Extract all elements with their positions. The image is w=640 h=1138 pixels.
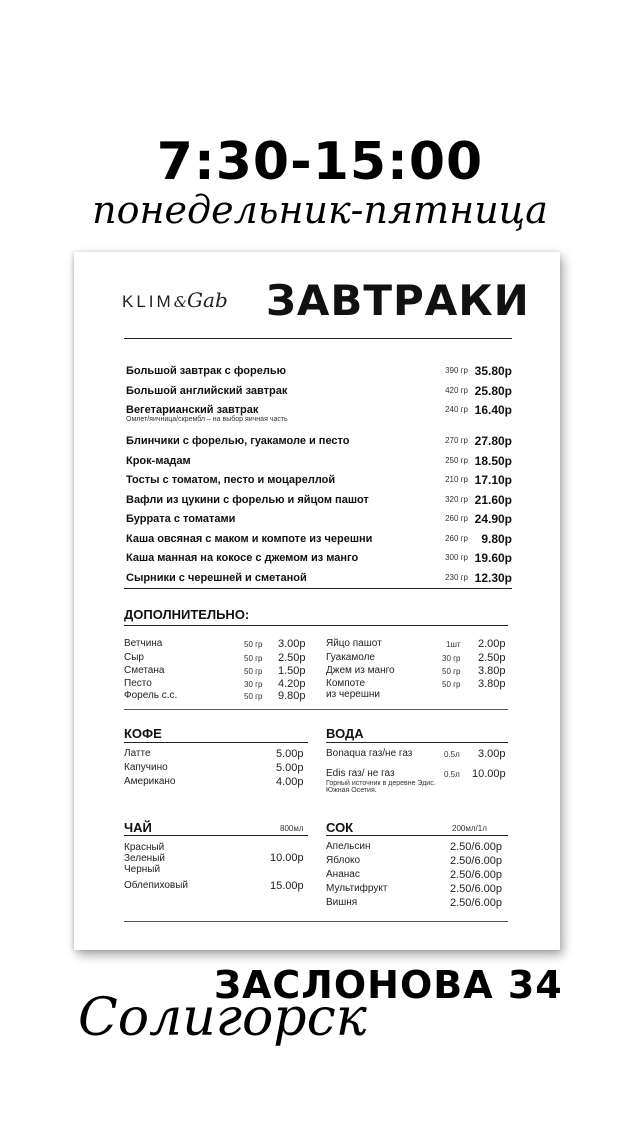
water-title: ВОДА xyxy=(326,726,364,741)
tea-divider xyxy=(124,835,308,836)
coffee-divider xyxy=(124,742,308,743)
extras-bottom-divider xyxy=(124,709,508,710)
list-item: Тосты с томатом, песто и моцареллой 210 гр 17.10р xyxy=(126,473,512,487)
list-item: Вегетарианский завтрак Омлет/яичница/скрембл – на выбор яичная часть 240 гр 16.40р xyxy=(126,403,512,423)
item-note: Омлет/яичница/скрембл – на выбор яичная часть xyxy=(126,416,288,423)
menu-title: ЗАВТРАКИ xyxy=(266,276,530,325)
list-item: Большой завтрак с форелью 390 гр 35.80р xyxy=(126,364,512,378)
menu-sheet: KLIM&Gab ЗАВТРАКИ Большой завтрак с форелью 390 гр 35.80р Большой английский завтрак 420 гр 25.80р Вегетарианский завтрак Омлет/яичница/скрембл – на выбор яичная часть 240 гр 16.40р Блинчики с форелью, гуакамоле и песто 270 гр 27.80р Крок-мадам 250 гр 18.50р Тосты с томатом, песто и моцареллой 210 гр 17.10р Вафли из цукини с форелью и яйцом пашот 320 гр 21.60р Буррата с томатами 260 гр 24.90р Каша овсяная с маком и компоте из черешни 260 гр 9.80р Каша манная на кокосе с джемом из манго 300 гр 19.60р Сырники с черешней и сметаной 230 гр 12.30р ДОПОЛНИТЕЛЬНО: Ветчина 50 гр 3.00р Сыр 50 гр 2.50р Сметана 50 гр 1.50р Песто 30 гр 4.20р Форель с.с. 50 гр 9.80р Яйцо пашот 1шт 2.00р Гуакамоле 30 гр 2.50р Джем из манго 50 гр 3.80р Компоте из черешни 50 гр 3.80р КОФЕ Латте 5.00р Капучино 5.00р Американо 4.00р ВОДА Bonaqua газ/не газ 0.5л 3.00р Edis газ/ не газ 0.5л 10.00р Горный источник в деревне Эдис. Южная Осетия. ЧАЙ 800мл Красный Зеленый Черный 10.00р Облепиховый 15.00р СОК 200мл/1л Апельсин 2.50/6.00р Яблоко 2.50/6.00р Ананас 2.50/6.00р Мультифрукт 2.50/6.00р Вишня 2.50/6.00р xyxy=(74,252,560,950)
list-item: Вафли из цукини с форелью и яйцом пашот 320 гр 21.60р xyxy=(126,492,512,507)
juice-volume: 200мл/1л xyxy=(452,824,487,833)
juice-divider xyxy=(326,835,508,836)
breakfast-list xyxy=(126,362,512,588)
coffee-title: КОФЕ xyxy=(124,726,162,741)
list-item: Сырники с черешней и сметаной 230 гр 12.30р xyxy=(126,570,512,585)
address: ЗАСЛОНОВА 34 xyxy=(214,963,563,1007)
item-note: Горный источник в деревне Эдис. Южная Осетия. xyxy=(326,780,436,794)
tea-volume: 800мл xyxy=(280,824,304,833)
list-item: Большой английский завтрак 420 гр 25.80р xyxy=(126,383,512,398)
list-item: Каша овсяная с маком и компоте из черешни 260 гр 9.80р xyxy=(126,531,512,546)
breakfast-divider xyxy=(124,588,512,589)
bottom-divider xyxy=(124,921,508,922)
city-name: Солигорск xyxy=(78,988,367,1048)
juice-title: СОК xyxy=(326,820,354,835)
opening-days: понедельник-пятница xyxy=(92,188,548,232)
list-item: Каша манная на кокосе с джемом из манго 300 гр 19.60р xyxy=(126,551,512,565)
extras-divider xyxy=(124,625,508,626)
brand-logo: KLIM&Gab xyxy=(122,288,228,312)
list-item: Блинчики с форелью, гуакамоле и песто 270 гр 27.80р xyxy=(126,434,512,448)
title-divider xyxy=(124,338,512,339)
extras-title: ДОПОЛНИТЕЛЬНО: xyxy=(124,607,250,622)
opening-hours: 7:30-15:00 xyxy=(156,132,484,192)
list-item: Крок-мадам 250 гр 18.50р xyxy=(126,453,512,468)
list-item: Буррата с томатами 260 гр 24.90р xyxy=(126,512,512,526)
tea-title: ЧАЙ xyxy=(124,820,152,835)
water-divider xyxy=(326,742,508,743)
